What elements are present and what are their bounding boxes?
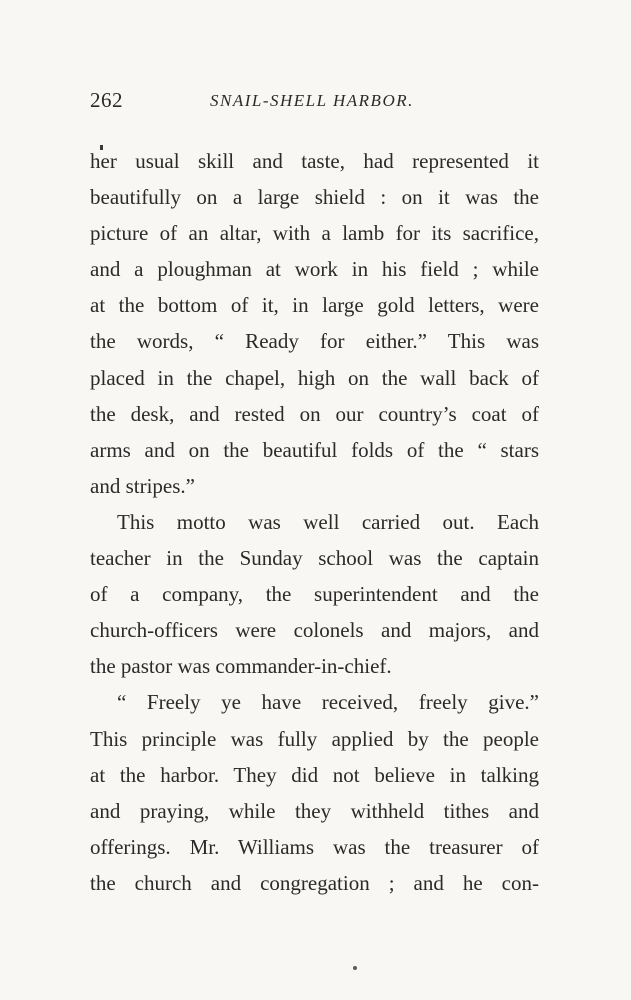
ink-dot xyxy=(353,966,357,970)
text-line: the words, “ Ready for either.” This was xyxy=(90,329,539,354)
text-line: beautifully on a large shield : on it was the xyxy=(90,185,539,210)
text-line: teacher in the Sunday school was the captain xyxy=(90,546,539,571)
running-title: SNAIL-SHELL HARBOR. xyxy=(210,91,414,110)
text-line: picture of an altar, with a lamb for its sacrifice, xyxy=(90,221,539,246)
text-line: and praying, while they withheld tithes and xyxy=(90,798,539,823)
text-line: and a ploughman at work in his field ; while xyxy=(90,257,539,282)
text-line: the desk, and rested on our country’s coat of xyxy=(90,401,539,426)
text-line: This motto was well carried out. Each xyxy=(117,509,539,534)
text-line: arms and on the beautiful folds of the “ stars xyxy=(90,437,539,462)
text-line: of a company, the superintendent and the xyxy=(90,582,539,607)
text-line: “ Freely ye have received, freely give.” xyxy=(117,690,539,715)
text-line: and stripes.” xyxy=(90,473,195,498)
page-number: 262 xyxy=(90,88,123,112)
text-line: her usual skill and taste, had represented it xyxy=(90,149,539,173)
text-line: the church and congregation ; and he con- xyxy=(90,870,539,895)
body-text xyxy=(90,143,539,901)
text-line: church-officers were colonels and majors, and xyxy=(90,618,539,643)
text-line: placed in the chapel, high on the wall back of xyxy=(90,365,539,390)
running-head xyxy=(90,88,540,114)
text-line: This principle was fully applied by the people xyxy=(90,726,539,751)
text-line: at the harbor. They did not believe in talking xyxy=(90,762,539,787)
text-line: offerings. Mr. Williams was the treasurer of xyxy=(90,834,539,859)
text-line: the pastor was commander-in-chief. xyxy=(90,654,392,679)
text-line: at the bottom of it, in large gold letters, were xyxy=(90,293,539,318)
